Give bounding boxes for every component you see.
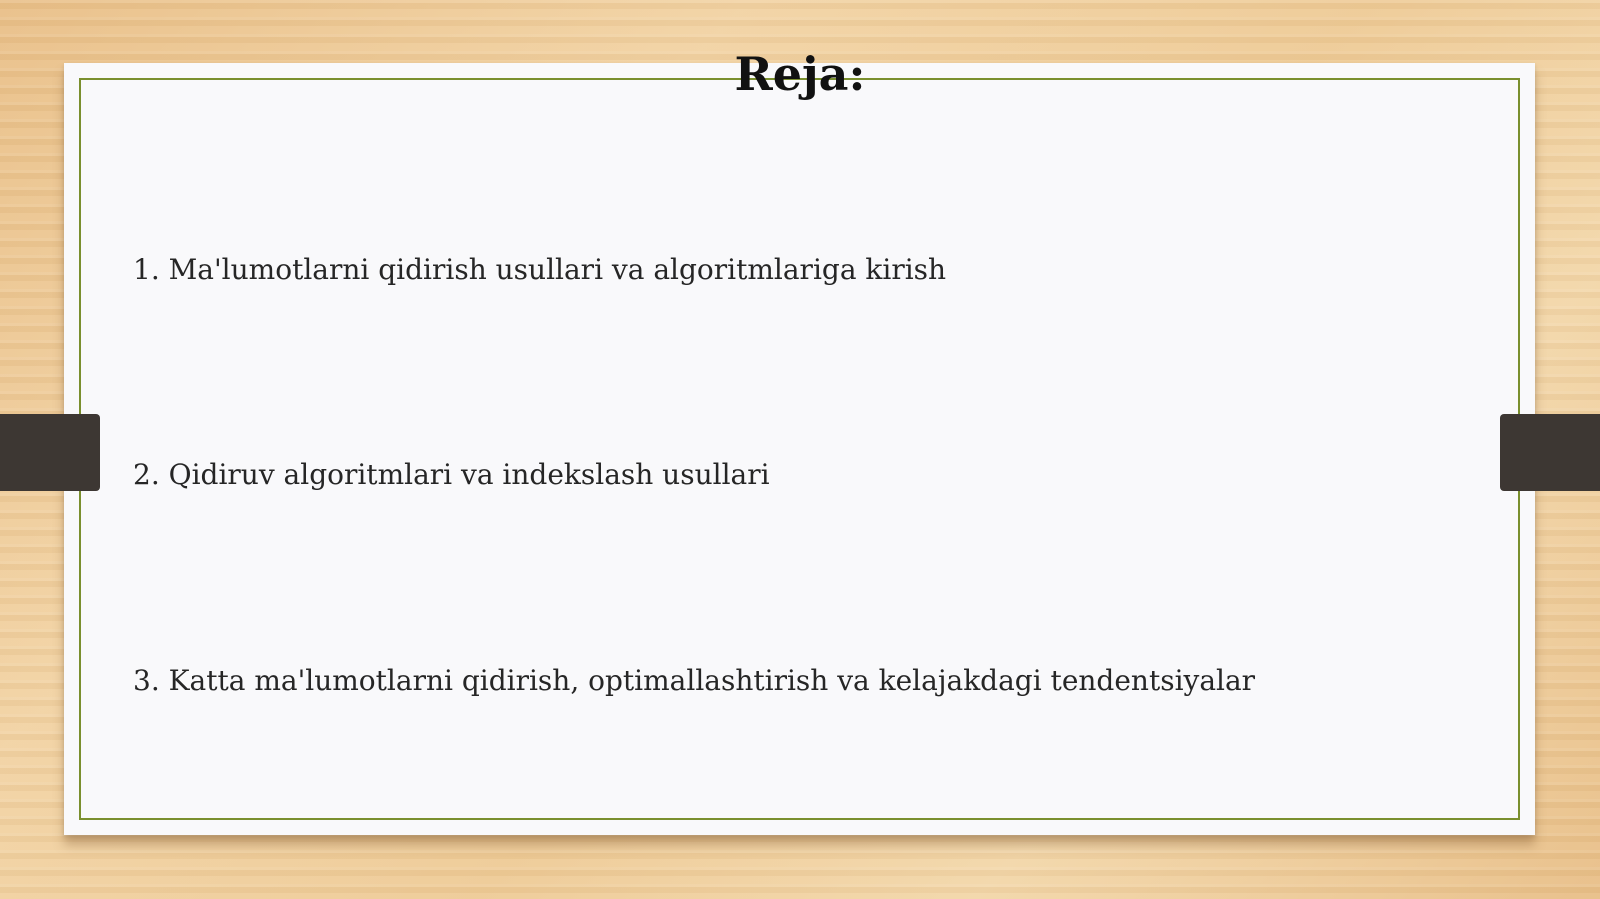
right-binder-clip <box>1500 414 1600 491</box>
slide-border <box>79 78 1520 820</box>
slide-title: Reja: <box>734 47 866 101</box>
plan-item-3: 3. Katta ma'lumotlarni qidirish, optimallashtirish va kelajakdagi tendentsiyalar <box>133 664 1256 697</box>
slide-card <box>64 63 1535 835</box>
plan-item-2: 2. Qidiruv algoritmlari va indekslash usullari <box>133 458 770 491</box>
plan-item-1: 1. Ma'lumotlarni qidirish usullari va algoritmlariga kirish <box>133 253 947 286</box>
left-binder-clip <box>0 414 100 491</box>
